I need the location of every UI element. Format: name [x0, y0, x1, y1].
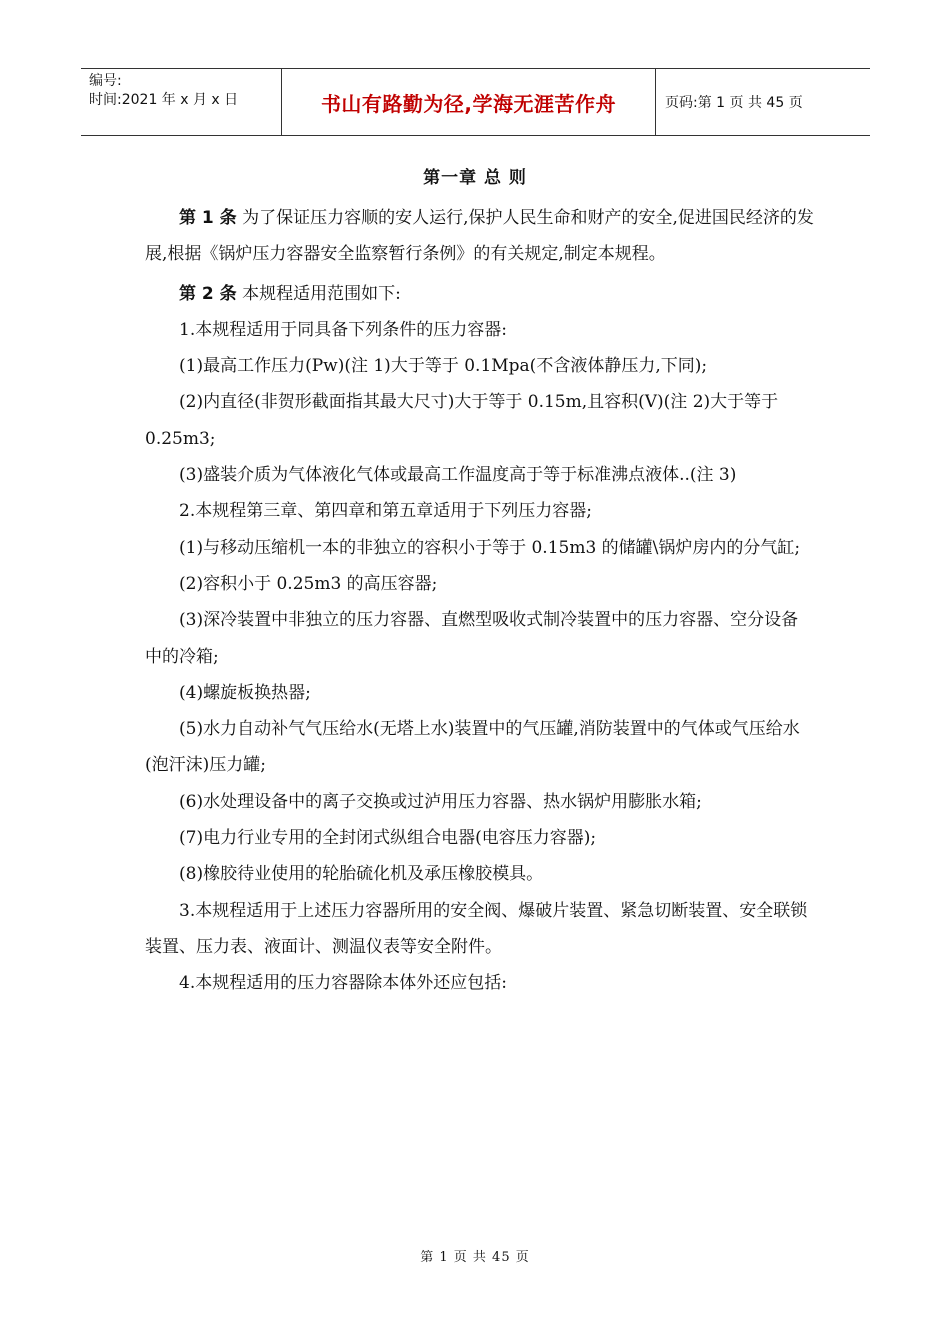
clause-paragraph: (4)螺旋板换热器; [179, 682, 311, 703]
clause-paragraph: (3)盛装介质为气体液化气体或最高工作温度高于等于标准沸点液体..(注 3) [179, 465, 737, 486]
clause-paragraph: (2)容积小于 0.25m3 的高压容器; [179, 573, 438, 594]
clause-paragraph: 3.本规程适用于上述压力容器所用的安全阀、爆破片装置、紧急切断装置、安全联锁装置、压力表、液面计、测温仪表等安全附件。 [145, 900, 808, 957]
clause-paragraph: 4.本规程适用的压力容器除本体外还应包括: [179, 973, 507, 994]
article-text: 本规程适用范围如下: [236, 283, 401, 304]
clause-paragraph: (2)内直径(非贺形截面指其最大尺寸)大于等于 0.15m,且容积(V)(注 2)大于等于 0.25m3; [145, 392, 779, 449]
article-text: 为了保证压力容顺的安人运行,保护人民生命和财产的安全,促进国民经济的发展,根据《锅炉压力容器安全监察暂行条例》的有关规定,制定本规程。 [145, 208, 814, 265]
page-footer: 第 1 页 共 45 页 [420, 1250, 530, 1265]
header-meta [81, 69, 282, 135]
clause-paragraph: 1.本规程适用于同具备下列条件的压力容器: [179, 319, 507, 340]
chapter-title: 第一章 总 则 [423, 168, 527, 188]
header-table [81, 68, 870, 136]
article-lead: 第 2 条 [179, 283, 237, 304]
article-lead: 第 1 条 [179, 208, 237, 228]
clause-paragraph: (8)橡胶待业使用的轮胎硫化机及承压橡胶模具。 [179, 864, 544, 885]
clause-paragraph: (7)电力行业专用的全封闭式纵组合电器(电容压力容器); [179, 828, 597, 849]
article-2 [145, 276, 815, 312]
number-label: 编号: [89, 73, 122, 89]
clause-paragraph: (5)水力自动补气气压给水(无塔上水)装置中的气压罐,消防装置中的气体或气压给水(泡汗沫)压力罐; [145, 719, 800, 776]
clause-paragraph: (3)深冷装置中非独立的压力容器、直燃型吸收式制冷装置中的压力容器、空分设备中的冷箱; [145, 610, 799, 667]
article-1 [145, 200, 815, 273]
header-page-info [656, 69, 870, 135]
page-info-text: 页码:第 1 页 共 45 页 [665, 95, 803, 111]
document-body [145, 200, 815, 1002]
clause-paragraph: (6)水处理设备中的离子交换或过泸用压力容器、热水锅炉用膨胀水箱; [179, 791, 702, 812]
time-label: 时间:2021 年 x 月 x 日 [89, 92, 239, 108]
clause-paragraph: (1)与移动压缩机一本的非独立的容积小于等于 0.15m3 的储罐\锅炉房内的分气缸; [179, 537, 801, 558]
clause-paragraph: (1)最高工作压力(Pw)(注 1)大于等于 0.1Mpa(不含液体静压力,下同); [179, 356, 708, 377]
clause-paragraph: 2.本规程第三章、第四章和第五章适用于下列压力容器; [179, 501, 592, 522]
header-motto-cell [282, 69, 656, 135]
motto-text: 书山有路勤为径,学海无涯苦作舟 [320, 91, 617, 116]
